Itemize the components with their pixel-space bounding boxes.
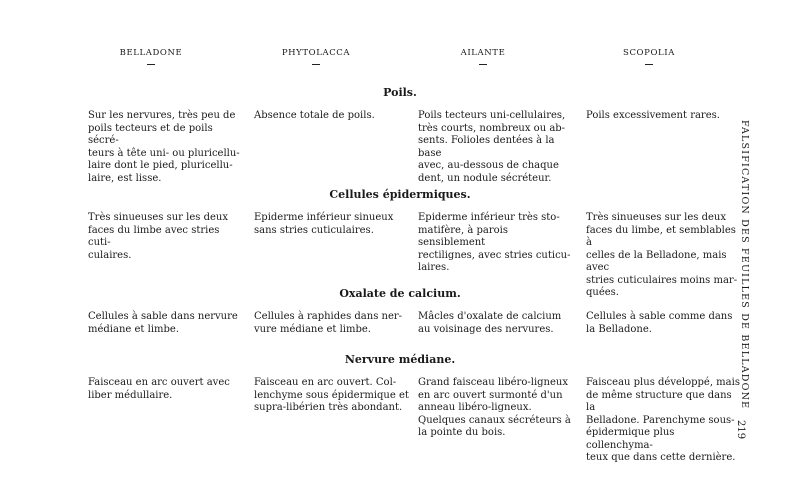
header-scopolia: SCOPOLIA <box>623 48 675 58</box>
running-head: FALSIFICATION DES FEUILLES DE BELLADONE <box>739 120 750 410</box>
section-title-nervure: Nervure médiane. <box>344 353 456 366</box>
section-title-cellules: Cellules épidermiques. <box>329 188 471 201</box>
header-phytolacca: PHYTOLACCA <box>281 48 351 58</box>
cell-nervure-scopolia: Faisceau plus développé, mais de même structure que dans la Belladone. Parenchyme sous- épidermique plus collenchyma- teux que dans cette dernière. <box>586 377 740 463</box>
cell-oxalate-belladone: Cellules à sable dans nervure médiane et limbe. <box>88 311 238 335</box>
cell-cellules-phytolacca: Epiderme inférieur sinueux sans stries cuticulaires. <box>254 212 394 236</box>
header-dash <box>147 64 155 65</box>
cell-oxalate-scopolia: Cellules à sable comme dans la Belladone. <box>586 311 733 335</box>
cell-poils-scopolia: Poils excessivement rares. <box>586 110 720 121</box>
cell-nervure-ailante: Grand faisceau libéro-ligneux en arc ouvert surmonté d'un anneau libéro-ligneux. Quelques canaux sécréteurs à la pointe du bois. <box>418 377 571 438</box>
cell-poils-ailante: Poils tecteurs uni-cellulaires, très courts, nombreux ou ab- sents. Folioles dentées à la base avec, au-dessous de chaque dent, un nodule sécréteur. <box>418 110 566 184</box>
cell-poils-belladone: Sur les nervures, très peu de poils tecteurs et de poils sécré- teurs à tête uni- ou pluricellu- laire dont le pied, pluricellu- laire, est lisse. <box>88 110 240 184</box>
header-ailante: AILANTE <box>460 48 506 58</box>
cell-oxalate-phytolacca: Cellules à raphides dans ner- vure médiane et limbe. <box>254 311 403 335</box>
cell-nervure-phytolacca: Faisceau en arc ouvert. Col- lenchyme sous épidermique et supra-libérien très abondant. <box>254 377 409 413</box>
section-title-oxalate: Oxalate de calcium. <box>339 287 461 300</box>
header-dash <box>645 64 653 65</box>
cell-nervure-belladone: Faisceau en arc ouvert avec liber médullaire. <box>88 377 230 401</box>
cell-oxalate-ailante: Mâcles d'oxalate de calcium au voisinage des nervures. <box>418 311 562 335</box>
header-belladone: BELLADONE <box>119 48 183 58</box>
section-title-poils: Poils. <box>383 86 417 99</box>
cell-poils-phytolacca: Absence totale de poils. <box>254 110 375 121</box>
page-number: 219 <box>735 420 746 440</box>
header-dash <box>312 64 320 65</box>
header-dash <box>479 64 487 65</box>
cell-cellules-scopolia: Très sinueuses sur les deux faces du limbe, et semblables à celles de la Belladone, mais avec stries cuticulaires moins mar- quées. <box>586 212 738 298</box>
cell-cellules-belladone: Très sinueuses sur les deux faces du limbe avec stries cuti- culaires. <box>88 212 228 261</box>
cell-cellules-ailante: Epiderme inférieur très sto- matifère, à parois sensiblement rectilignes, avec stries cuticu- laires. <box>418 212 571 273</box>
